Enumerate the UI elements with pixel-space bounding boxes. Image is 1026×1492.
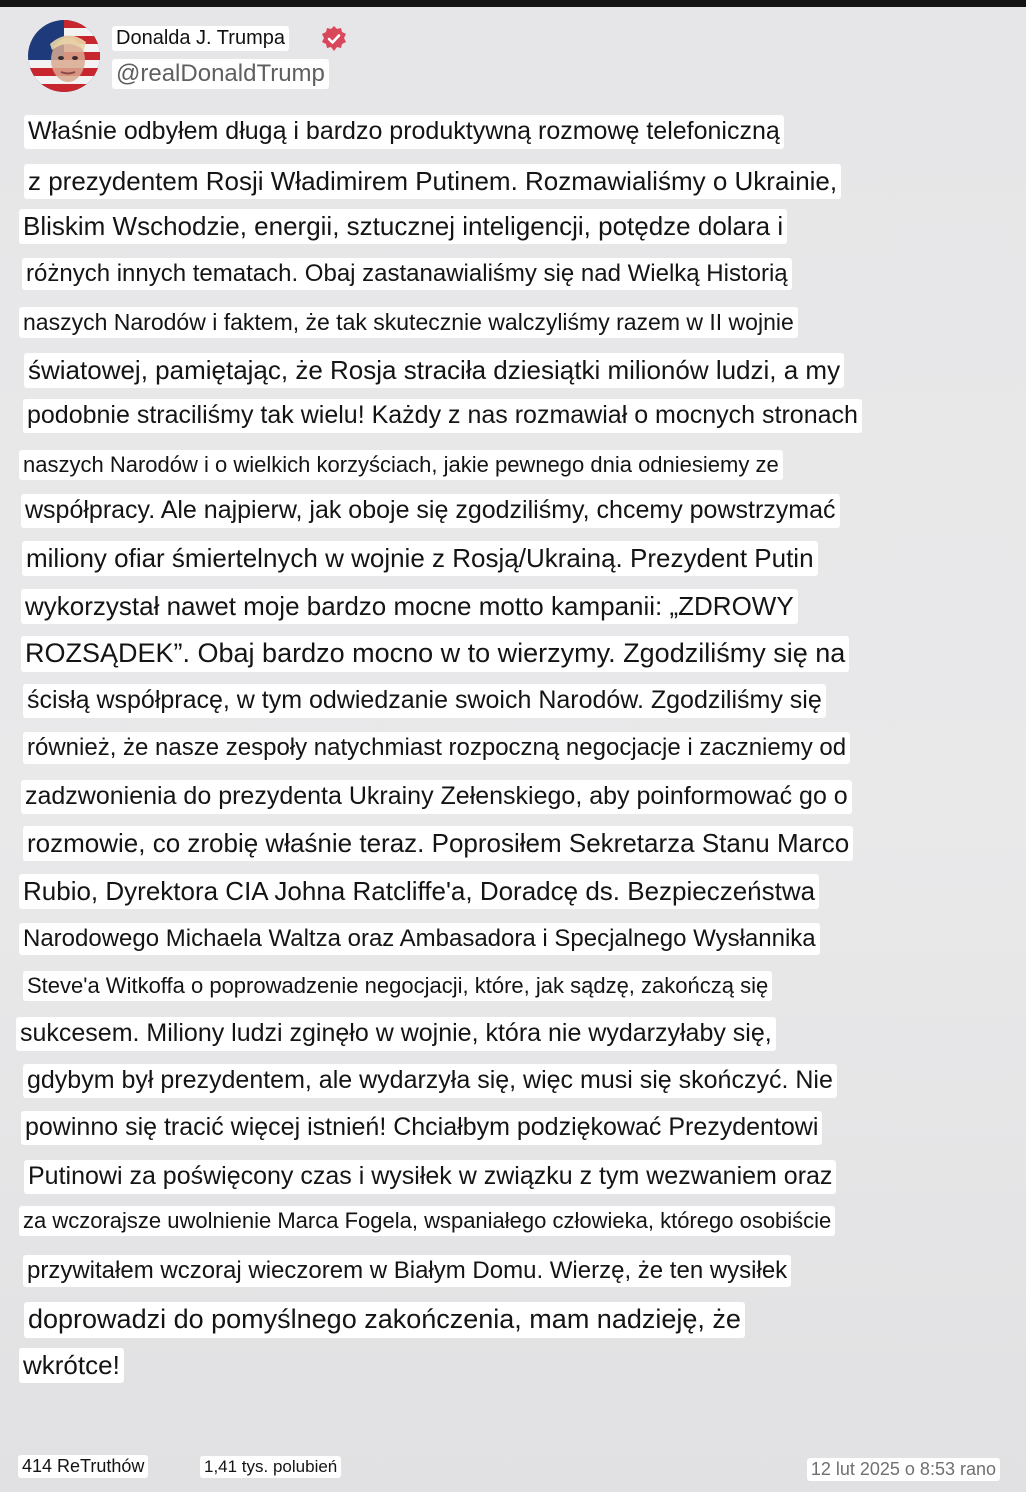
post-line: Właśnie odbyłem długą i bardzo produktywną rozmowę telefoniczną (24, 115, 784, 149)
post-line: doprowadzi do pomyślnego zakończenia, mam nadzieję, że (24, 1302, 745, 1338)
avatar[interactable] (28, 20, 100, 92)
author-handle[interactable]: @realDonaldTrump (112, 59, 329, 89)
post-timestamp[interactable]: 12 lut 2025 o 8:53 rano (807, 1458, 1000, 1481)
post-line: z prezydentem Rosji Władimirem Putinem. Rozmawialiśmy o Ukrainie, (24, 164, 841, 199)
post-line: Steve'a Witkoffa o poprowadzenie negocjacji, które, jak sądzę, zakończą się (23, 971, 772, 1001)
post-line: naszych Narodów i o wielkich korzyściach, jakie pewnego dnia odniesiemy ze (19, 450, 783, 480)
post-line: sukcesem. Miliony ludzi zginęło w wojnie, która nie wydarzyłaby się, (16, 1017, 776, 1051)
post-line: Rubio, Dyrektora CIA Johna Ratcliffe'a, Doradcę ds. Bezpieczeństwa (19, 874, 819, 909)
post-line: miliony ofiar śmiertelnych w wojnie z Rosją/Ukrainą. Prezydent Putin (22, 541, 818, 576)
retruths-count[interactable]: 414 ReTruthów (18, 1455, 148, 1478)
verified-badge-icon (320, 25, 348, 53)
top-edge-bar (0, 0, 1026, 7)
post-line: ROZSĄDEK”. Obaj bardzo mocno w to wierzymy. Zgodziliśmy się na (21, 636, 849, 672)
post-line: zadzwonienia do prezydenta Ukrainy Zełenskiego, aby poinformować go o (21, 780, 852, 814)
post-line: podobnie straciliśmy tak wielu! Każdy z nas rozmawiał o mocnych stronach (23, 399, 862, 433)
post-line: Bliskim Wschodzie, energii, sztucznej inteligencji, potędze dolara i (19, 209, 787, 244)
post-line: wkrótce! (19, 1348, 124, 1383)
avatar-image (28, 20, 100, 92)
post-line: naszych Narodów i faktem, że tak skutecznie walczyliśmy razem w II wojnie (19, 307, 798, 338)
post-line: za wczorajsze uwolnienie Marca Fogela, wspaniałego człowieka, którego osobiście (19, 1206, 835, 1236)
post-line: również, że nasze zespoły natychmiast rozpoczną negocjacje i zaczniemy od (23, 732, 850, 764)
post-line: różnych innych tematach. Obaj zastanawialiśmy się nad Wielką Historią (22, 258, 792, 290)
post-line: Narodowego Michaela Waltza oraz Ambasadora i Specjalnego Wysłannika (19, 923, 820, 955)
post-line: gdybym był prezydentem, ale wydarzyła się, więc musi się skończyć. Nie (23, 1064, 837, 1098)
post-line: współpracy. Ale najpierw, jak oboje się zgodziliśmy, chcemy powstrzymać (21, 494, 840, 528)
post-line: światowej, pamiętając, że Rosja straciła dziesiątki milionów ludzi, a my (24, 353, 844, 388)
likes-count[interactable]: 1,41 tys. polubień (200, 1456, 341, 1478)
post-line: przywitałem wczoraj wieczorem w Białym Domu. Wierzę, że ten wysiłek (23, 1255, 791, 1287)
post-line: powinno się tracić więcej istnień! Chciałbym podziękować Prezydentowi (21, 1111, 822, 1145)
author-display-name[interactable]: Donalda J. Trumpa (112, 26, 289, 51)
post-line: rozmowie, co zrobię właśnie teraz. Poprosiłem Sekretarza Stanu Marco (23, 826, 853, 861)
post-line: Putinowi za poświęcony czas i wysiłek w związku z tym wezwaniem oraz (24, 1160, 836, 1194)
post-line: ścisłą współpracę, w tym odwiedzanie swoich Narodów. Zgodziliśmy się (23, 684, 826, 718)
post-line: wykorzystał nawet moje bardzo mocne motto kampanii: „ZDROWY (21, 589, 798, 624)
